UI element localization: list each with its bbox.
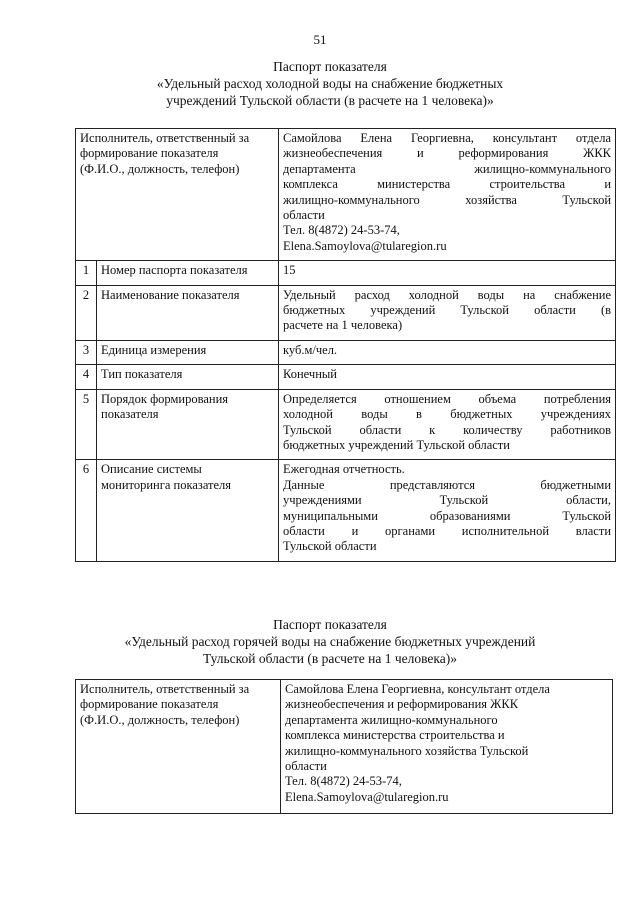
row-label: Номер паспорта показателя (97, 261, 279, 285)
passport2-subtitle-line1: «Удельный расход горячей воды на снабжение бюджетных учреждений (124, 634, 536, 649)
row-number: 4 (76, 365, 97, 389)
row-number: 3 (76, 340, 97, 364)
page-number: 51 (313, 32, 327, 47)
executor-value: Самойлова Елена Георгиевна, консультант отдела жизнеобеспечения и реформирования ЖКК департамента жилищно-коммунального комплекса министерства строительства и жилищно-коммунального хозяйства Тульской области Тел. 8(4872) 24-53-74, Elena.Samoylova@tularegion.ru (281, 680, 613, 814)
row-value: куб.м/чел. (279, 340, 616, 364)
passport1-title: Паспорт показателя (273, 59, 387, 74)
passport-row (76, 285, 616, 340)
row-number: 2 (76, 285, 97, 340)
row-label: Описание системы мониторинга показателя (97, 460, 279, 561)
row-number: 1 (76, 261, 97, 285)
passport1-subtitle-line2: учреждений Тульской области (в расчете на 1 человека)» (166, 93, 494, 108)
passport2-heading (60, 616, 600, 667)
row-value: Определяется отношением объема потребления холодной воды в бюджетных учреждениях Тульской области к количеству работников бюджетных учреждений Тульской области (279, 389, 616, 460)
executor-row (76, 680, 613, 814)
row-label: Порядок формирования показателя (97, 389, 279, 460)
row-number: 5 (76, 389, 97, 460)
row-label: Единица измерения (97, 340, 279, 364)
passport1-heading (60, 58, 600, 109)
passport-row (76, 460, 616, 561)
executor-label: Исполнитель, ответственный за формирование показателя (Ф.И.О., должность, телефон) (76, 680, 281, 814)
row-value: Ежегодная отчетность. Данные представляются бюджетными учреждениями Тульской области, муниципальными образованиями Тульской области и органами исполнительной власти Тульской области (279, 460, 616, 561)
row-value: 15 (279, 261, 616, 285)
row-value: Конечный (279, 365, 616, 389)
passport1-subtitle-line1: «Удельный расход холодной воды на снабжение бюджетных (156, 76, 504, 91)
passport2-subtitle-line2: Тульской области (в расчете на 1 человека)» (203, 651, 457, 666)
passport2-table (75, 679, 613, 814)
passport-row (76, 365, 616, 389)
passport-row (76, 261, 616, 285)
passport2-title: Паспорт показателя (273, 617, 387, 632)
executor-row (76, 129, 616, 261)
passport-row (76, 340, 616, 364)
passport-row (76, 389, 616, 460)
executor-label: Исполнитель, ответственный за формирование показателя (Ф.И.О., должность, телефон) (76, 129, 279, 261)
passport1-table (75, 128, 616, 562)
row-number: 6 (76, 460, 97, 561)
row-label: Наименование показателя (97, 285, 279, 340)
row-value: Удельный расход холодной воды на снабжение бюджетных учреждений Тульской области (в расчете на 1 человека) (279, 285, 616, 340)
executor-value: Самойлова Елена Георгиевна, консультант отдела жизнеобеспечения и реформирования ЖКК департамента жилищно-коммунального комплекса министерства строительства и жилищно-коммунального хозяйства Тульской области Тел. 8(4872) 24-53-74, Elena.Samoylova@tularegion.ru (279, 129, 616, 261)
row-label: Тип показателя (97, 365, 279, 389)
